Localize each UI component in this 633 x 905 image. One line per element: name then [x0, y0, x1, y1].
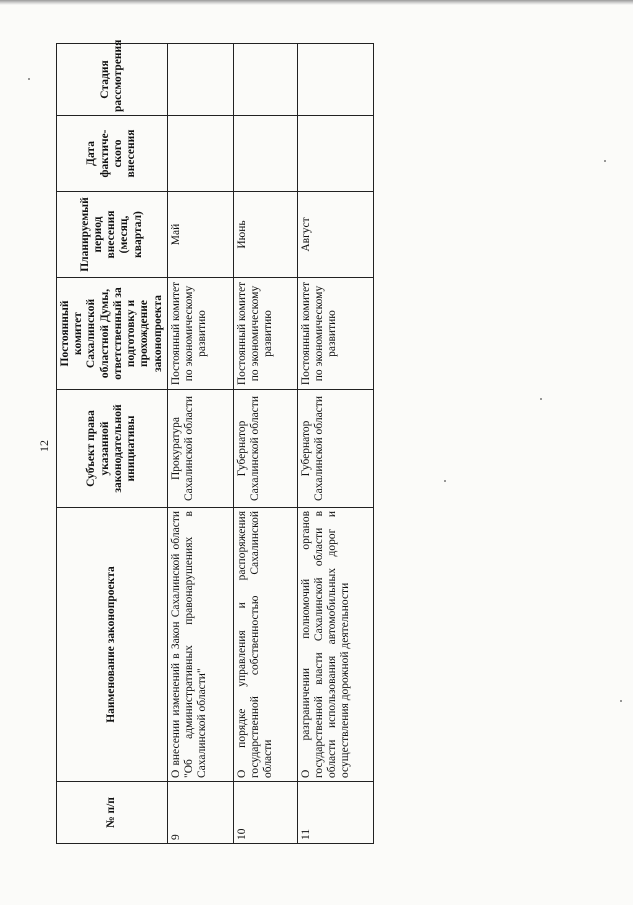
- header-title: Наименование законопроекта: [57, 508, 168, 782]
- header-period: Планируемый период внесения (месяц, квартал): [57, 192, 168, 278]
- row-committee: Постоянный комитет по экономическому развитию: [297, 278, 373, 390]
- row-title: О разграничении полномочий органов государственной власти Сахалинской области в области использования автомобильных дорог и осуществления дорожной деятельности: [297, 508, 373, 782]
- row-num: 9: [167, 782, 233, 844]
- scan-speck: [540, 398, 542, 400]
- row-stage: [297, 44, 373, 116]
- row-date: [167, 116, 233, 192]
- table-row: [233, 44, 297, 844]
- row-stage: [233, 44, 297, 116]
- row-date: [233, 116, 297, 192]
- table-row: [297, 44, 373, 844]
- table-header-row: [57, 44, 168, 844]
- row-subject: Прокуратура Сахалинской области: [167, 390, 233, 508]
- row-committee: Постоянный комитет по экономическому развитию: [233, 278, 297, 390]
- scan-edge: [0, 0, 633, 5]
- row-period: Май: [167, 192, 233, 278]
- scan-speck: [444, 480, 446, 482]
- row-subject: Губернатор Сахалинской области: [297, 390, 373, 508]
- row-stage: [167, 44, 233, 116]
- header-date: Дата фактиче-ского внесения: [57, 116, 168, 192]
- row-num: 11: [297, 782, 373, 844]
- header-stage: Стадия рассмотрения: [57, 44, 168, 116]
- row-committee: Постоянный комитет по экономическому развитию: [167, 278, 233, 390]
- page-number: 12: [37, 440, 51, 452]
- scan-speck: [604, 160, 606, 162]
- row-num: 10: [233, 782, 297, 844]
- row-period: Август: [297, 192, 373, 278]
- scan-speck: [620, 700, 622, 702]
- header-num: № п/п: [57, 782, 168, 844]
- row-title: О внесении изменений в Закон Сахалинской области "Об административных правонарушениях в Сахалинской области": [167, 508, 233, 782]
- bills-table: [56, 39, 374, 844]
- row-date: [297, 116, 373, 192]
- row-title: О порядке управления и распоряжения государственной собственностью Сахалинской области: [233, 508, 297, 782]
- row-period: Июнь: [233, 192, 297, 278]
- rotated-table-wrapper: [56, 39, 366, 844]
- header-committee: Постоянный комитет Сахалинской областной Думы, ответственный за подготовку и прохождение законопроекта: [57, 278, 168, 390]
- scan-speck: [28, 78, 30, 80]
- row-subject: Губернатор Сахалинской области: [233, 390, 297, 508]
- header-subject: Субъект права указанной законодательной инициативы: [57, 390, 168, 508]
- table-row: [167, 44, 233, 844]
